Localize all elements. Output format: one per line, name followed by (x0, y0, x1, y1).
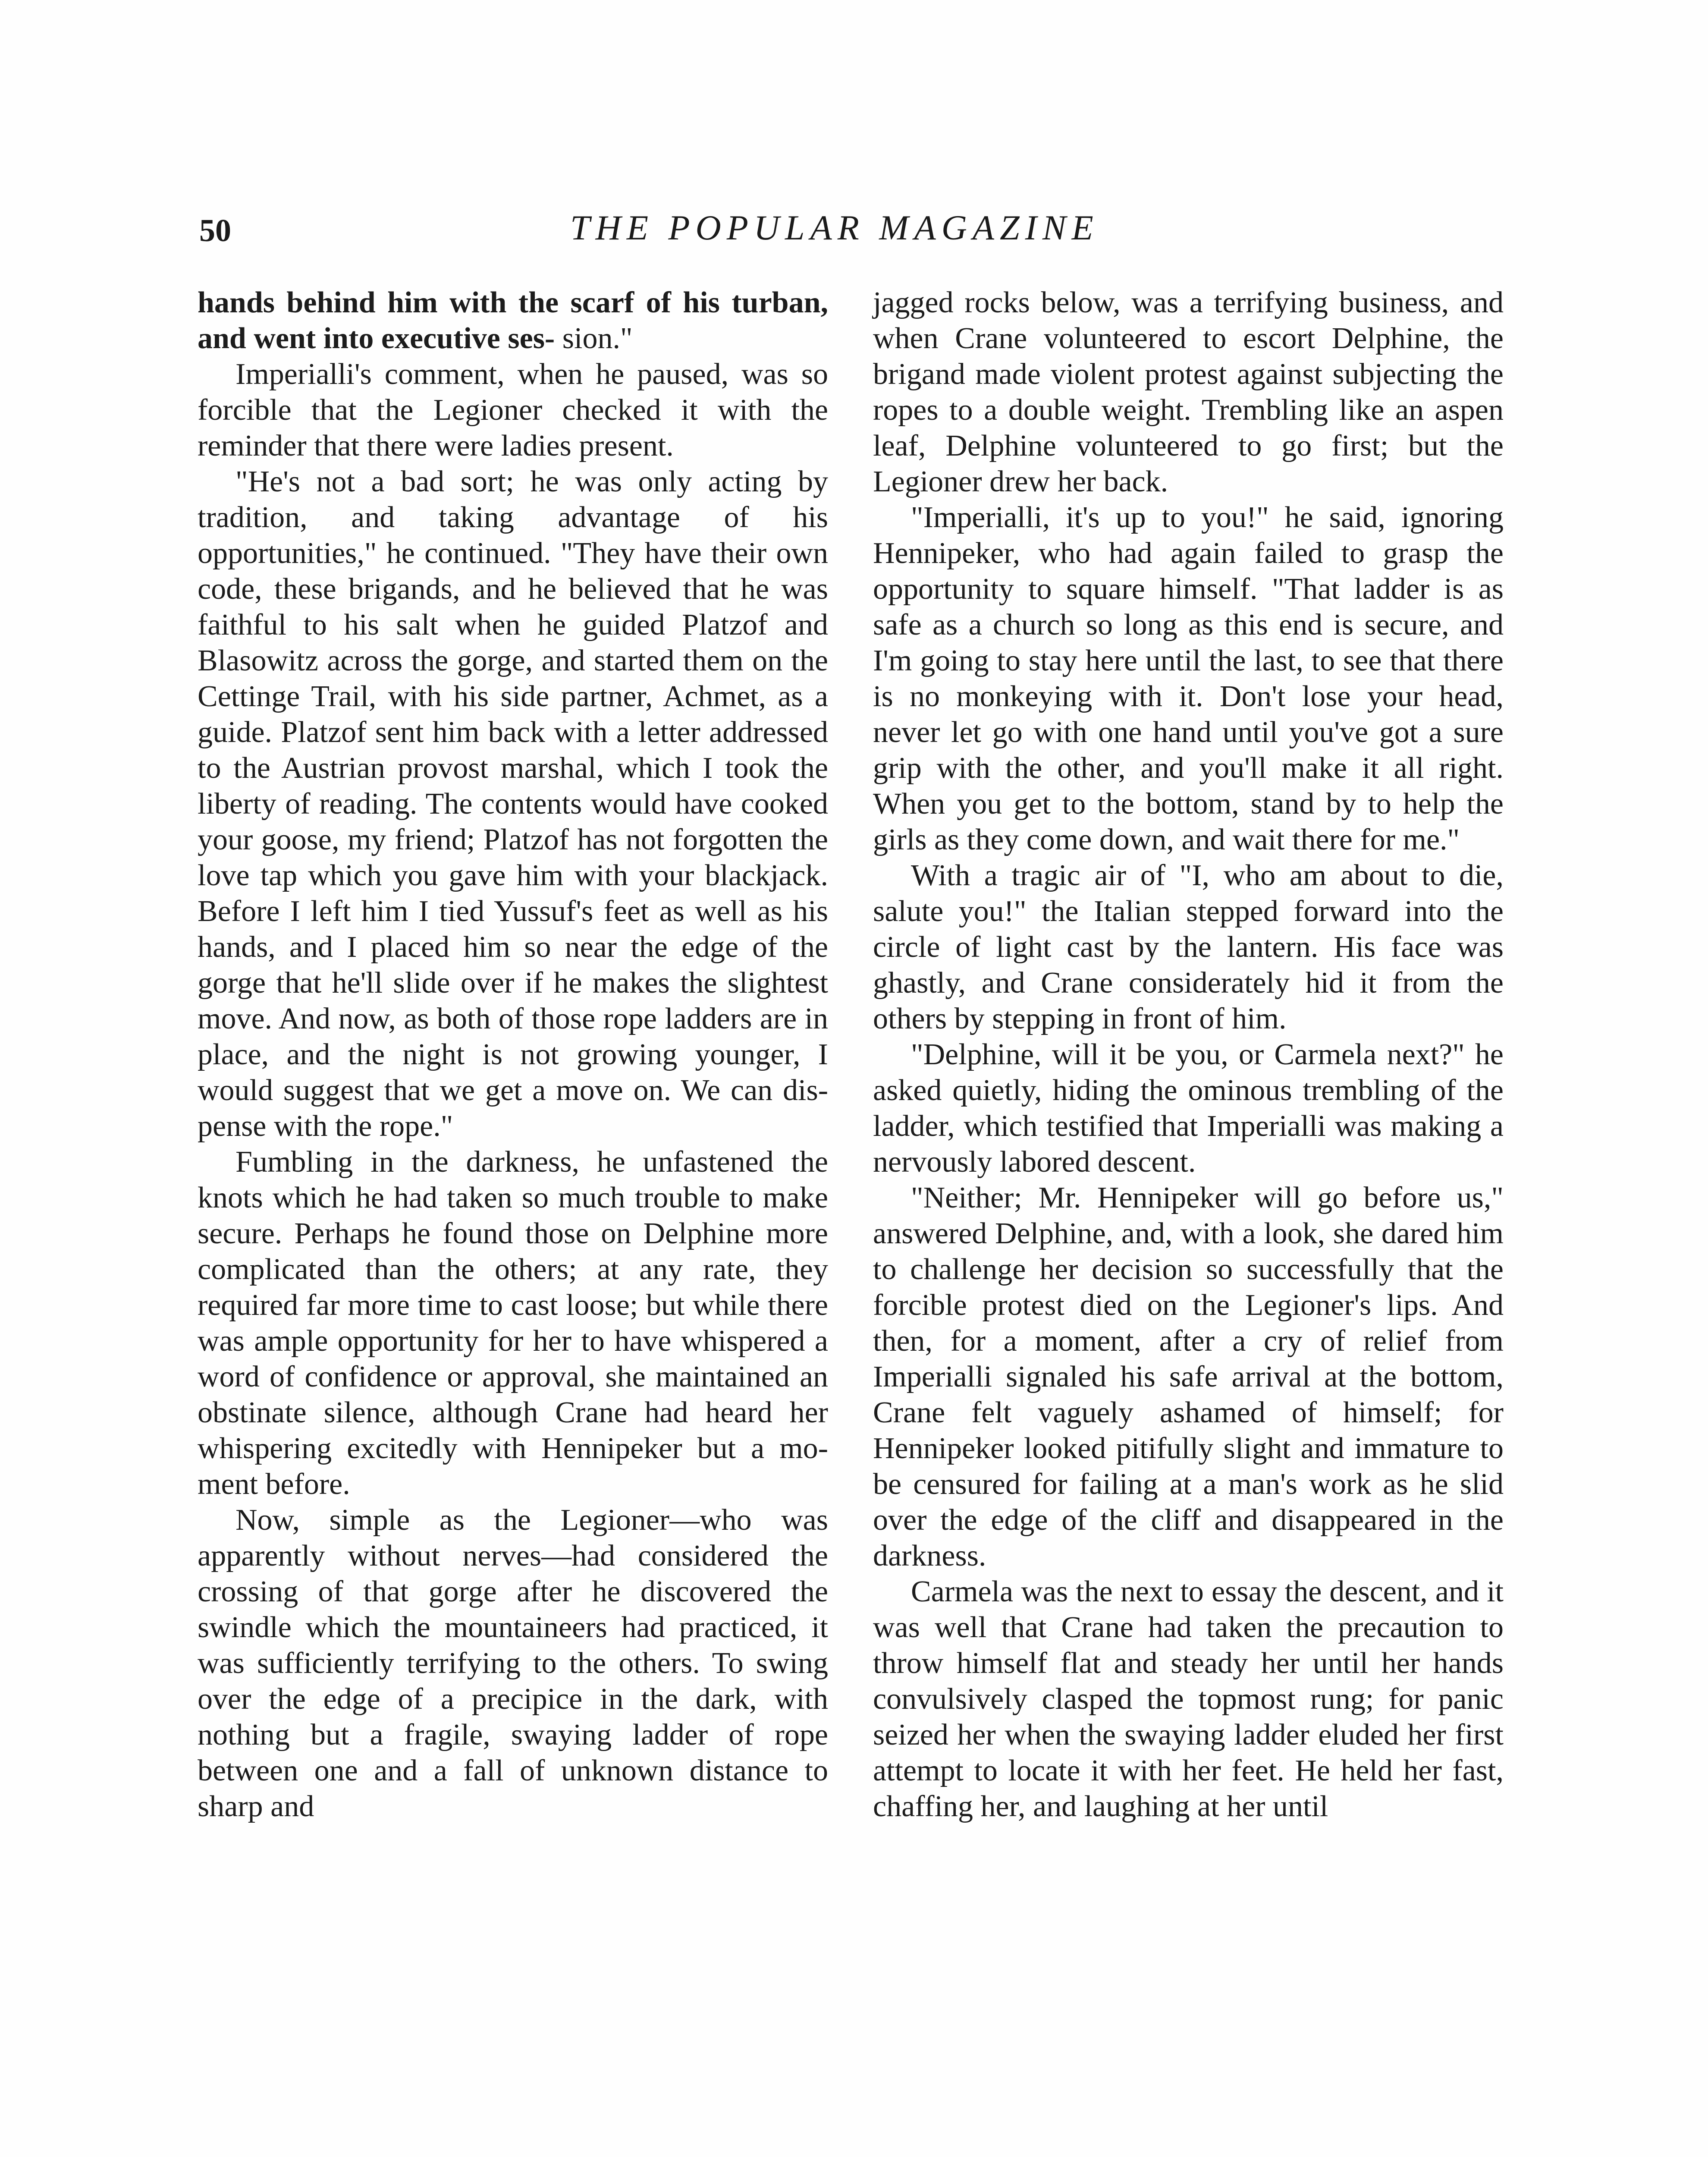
paragraph: "Imperialli, it's up to you!" he said, ignoring Hennipeker, who had again failed to grasp the opportunity to square himself. "That ladder is as safe as a church so long as this end is secure, and I'm going to stay here until the last, to see that there is no monkeying with it. Don't lose your head, never let go with one hand until you've got a sure grip with the other, and you'll make it all right. When you get to the bottom, stand by to help the girls as they come down, and wait there for me." (873, 501, 1504, 856)
bold-lead-text: hands behind him with the scarf of his turban, and went into executive ses- (198, 286, 828, 355)
paragraph (198, 285, 828, 356)
left-column (198, 285, 828, 1824)
paragraph: Imperialli's comment, when he paused, was so forcible that the Legioner checked it with the reminder that there were ladies present. (198, 358, 828, 462)
paragraph: Now, simple as the Legioner—who was apparently without nerves—had considered the crossing of that gorge after he discovered the swindle which the mountaineers had practiced, it was sufficiently terrifying to the others. To swing over the edge of a precipice in the dark, with nothing but a fragile, swaying ladder of rope between one and a fall of unknown distance to sharp and (198, 1503, 828, 1823)
right-column (873, 285, 1504, 1824)
paragraph: jagged rocks below, was a terrifying business, and when Crane volunteered to escort Delphine, the brigand made violent protest against subjecting the ropes to a double weight. Trembling like an aspen leaf, Delphine volunteered to go first; but the Legioner drew her back. (873, 286, 1504, 498)
paragraph: "He's not a bad sort; he was only acting by tradition, and taking advantage of his opportunities," he continued. "They have their own code, these brigands, and he believed that he was faithful to his salt when he guided Platzof and Blasowitz across the gorge, and started them on the Cettinge Trail, with his side partner, Achmet, as a guide. Platzof sent him back with a letter addressed to the Austrian provost marshal, which I took the liberty of reading. The contents would have cooked your goose, my friend; Platzof has not forgotten the love tap which you gave him with your blackjack. Before I left him I tied Yussuf's feet as well as his hands, and I placed him so near the edge of the gorge that he'll slide over if he makes the slightest move. And now, as both of those rope ladders are in place, and the night is not growing younger, I would suggest that we get a move on. We can dispense with the rope." (198, 465, 828, 1143)
paragraph: "Neither; Mr. Hennipeker will go before us," answered Delphine, and, with a look, she dared him to challenge her decision so successfully that the forcible protest died on the Legioner's lips. And then, for a moment, after a cry of relief from Imperialli signaled his safe arrival at the bottom, Crane felt vaguely ashamed of himself; for Hennipeker looked pitifully slight and immature to be censured for failing at a man's work as he slid over the edge of the cliff and disappeared in the darkness. (873, 1181, 1504, 1572)
paragraph: "Delphine, will it be you, or Carmela next?" he asked quietly, hiding the ominous trembling of the ladder, which testified that Imperialli was making a nervously labored descent. (873, 1038, 1504, 1179)
paragraph: With a tragic air of "I, who am about to die, salute you!" the Italian stepped forward into the circle of light cast by the lantern. His face was ghastly, and Crane considerately hid it from the others by stepping in front of him. (873, 859, 1504, 1035)
page-number: 50 (199, 213, 231, 248)
running-head: THE POPULAR MAGAZINE (570, 208, 1099, 247)
paragraph-text: sion." (562, 322, 633, 355)
page-header (199, 203, 1505, 255)
paragraph: Carmela was the next to essay the descent, and it was well that Crane had taken the precaution to throw himself flat and steady her until her hands convulsively clasped the topmost rung; for panic seized her when the swaying ladder eluded her first attempt to locate it with her feet. He held her fast, chaffing her, and laughing at her until (873, 1575, 1504, 1823)
paragraph: Fumbling in the darkness, he unfastened the knots which he had taken so much trouble to make secure. Perhaps he found those on Delphine more complicated than the others; at any rate, they required far more time to cast loose; but while there was ample opportunity for her to have whispered a word of confidence or approval, she maintained an obstinate silence, although Crane had heard her whispering excitedly with Hennipeker but a moment before. (198, 1145, 828, 1501)
